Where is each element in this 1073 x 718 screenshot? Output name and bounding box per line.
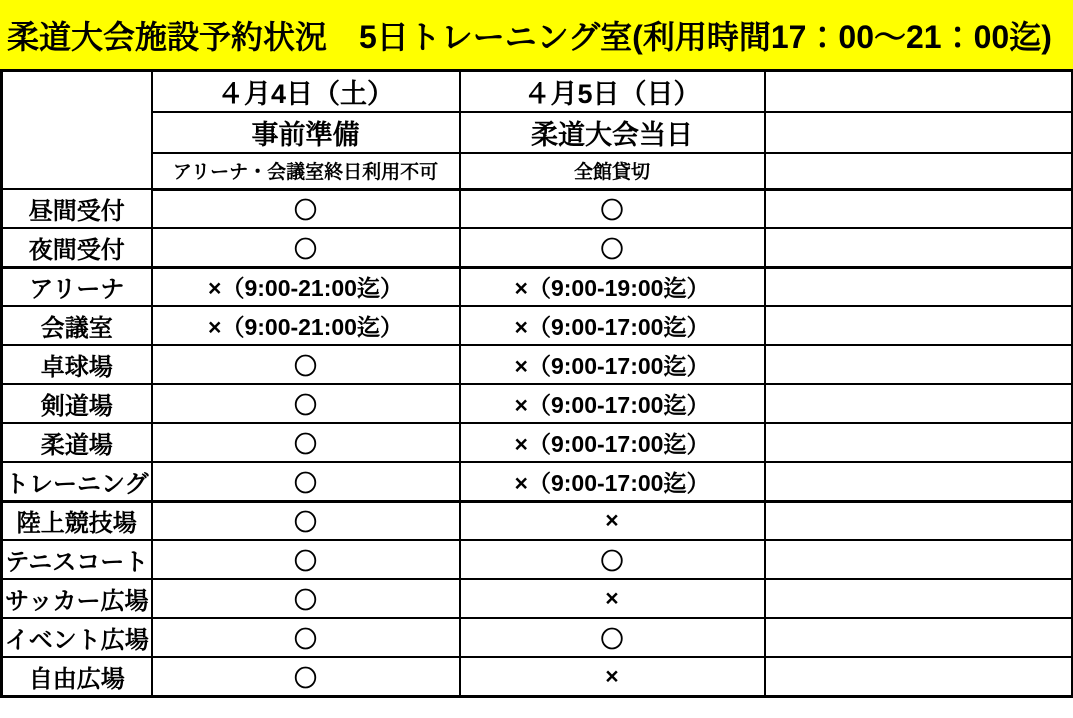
empty-cell [765, 345, 1073, 384]
day2-status: 〇 [460, 540, 765, 579]
table-row-arena [2, 267, 1073, 306]
day2-status: ×（9:00-17:00迄） [460, 384, 765, 423]
day2-status: ×（9:00-17:00迄） [460, 345, 765, 384]
table-row-tennis-court [2, 540, 1073, 579]
empty-header-cell [765, 71, 1073, 113]
day2-status: × [460, 501, 765, 540]
day2-status: 〇 [460, 189, 765, 228]
day1-date-header: ４月4日（土） [152, 71, 460, 113]
day1-status: 〇 [152, 618, 460, 657]
day1-status: 〇 [152, 384, 460, 423]
day1-status: 〇 [152, 345, 460, 384]
facility-label: サッカー広場 [2, 579, 152, 618]
day1-note-header: アリーナ・会議室終日利用不可 [152, 153, 460, 189]
empty-cell [765, 423, 1073, 462]
facility-label: 夜間受付 [2, 228, 152, 267]
table-row-athletics-field [2, 501, 1073, 540]
header-row-note [2, 153, 1073, 189]
facility-label: テニスコート [2, 540, 152, 579]
day1-status: 〇 [152, 579, 460, 618]
day1-status: 〇 [152, 657, 460, 696]
table-row-meeting-room [2, 306, 1073, 345]
facility-label: 自由広場 [2, 657, 152, 696]
table-row-soccer-plaza [2, 579, 1073, 618]
empty-cell [765, 579, 1073, 618]
day2-note-header: 全館貸切 [460, 153, 765, 189]
empty-cell [765, 618, 1073, 657]
facility-label: 柔道場 [2, 423, 152, 462]
table-row-event-plaza [2, 618, 1073, 657]
empty-cell [765, 501, 1073, 540]
day2-status: ×（9:00-19:00迄） [460, 267, 765, 306]
facility-label: 昼間受付 [2, 189, 152, 228]
day1-status: 〇 [152, 462, 460, 501]
day2-purpose-header: 柔道大会当日 [460, 112, 765, 153]
day1-status: 〇 [152, 228, 460, 267]
header-row-date [2, 71, 1073, 113]
day1-status: 〇 [152, 423, 460, 462]
header-row-purpose [2, 112, 1073, 153]
table-row-judo [2, 423, 1073, 462]
empty-cell [765, 540, 1073, 579]
day2-status: × [460, 657, 765, 696]
empty-cell [765, 267, 1073, 306]
page-title: 柔道大会施設予約状況 5日トレーニング室(利用時間17：00～21：00迄) [7, 18, 1052, 55]
facility-label: アリーナ [2, 267, 152, 306]
empty-cell [765, 306, 1073, 345]
table-row-daytime-reception [2, 189, 1073, 228]
empty-cell [765, 657, 1073, 696]
day2-status: ×（9:00-17:00迄） [460, 306, 765, 345]
empty-header-cell [765, 153, 1073, 189]
table-row-free-plaza [2, 657, 1073, 696]
empty-cell [765, 228, 1073, 267]
title-bar [0, 0, 1073, 69]
corner-cell [2, 71, 152, 190]
table-row-kendo [2, 384, 1073, 423]
day2-status: ×（9:00-17:00迄） [460, 423, 765, 462]
day2-status: × [460, 579, 765, 618]
facility-label: イベント広場 [2, 618, 152, 657]
day1-status: 〇 [152, 540, 460, 579]
table-row-night-reception [2, 228, 1073, 267]
facility-label: 陸上競技場 [2, 501, 152, 540]
day1-status: 〇 [152, 189, 460, 228]
empty-cell [765, 384, 1073, 423]
day1-status: ×（9:00-21:00迄） [152, 306, 460, 345]
day2-status: ×（9:00-17:00迄） [460, 462, 765, 501]
table-row-table-tennis [2, 345, 1073, 384]
day1-purpose-header: 事前準備 [152, 112, 460, 153]
day1-status: ×（9:00-21:00迄） [152, 267, 460, 306]
empty-cell [765, 189, 1073, 228]
empty-cell [765, 462, 1073, 501]
facility-label: 会議室 [2, 306, 152, 345]
day2-status: 〇 [460, 618, 765, 657]
facility-label: 卓球場 [2, 345, 152, 384]
facility-label: トレーニング [2, 462, 152, 501]
empty-header-cell [765, 112, 1073, 153]
facility-label: 剣道場 [2, 384, 152, 423]
day2-status: 〇 [460, 228, 765, 267]
day2-date-header: ４月5日（日） [460, 71, 765, 113]
table-row-training [2, 462, 1073, 501]
reservation-table [0, 69, 1073, 698]
day1-status: 〇 [152, 501, 460, 540]
